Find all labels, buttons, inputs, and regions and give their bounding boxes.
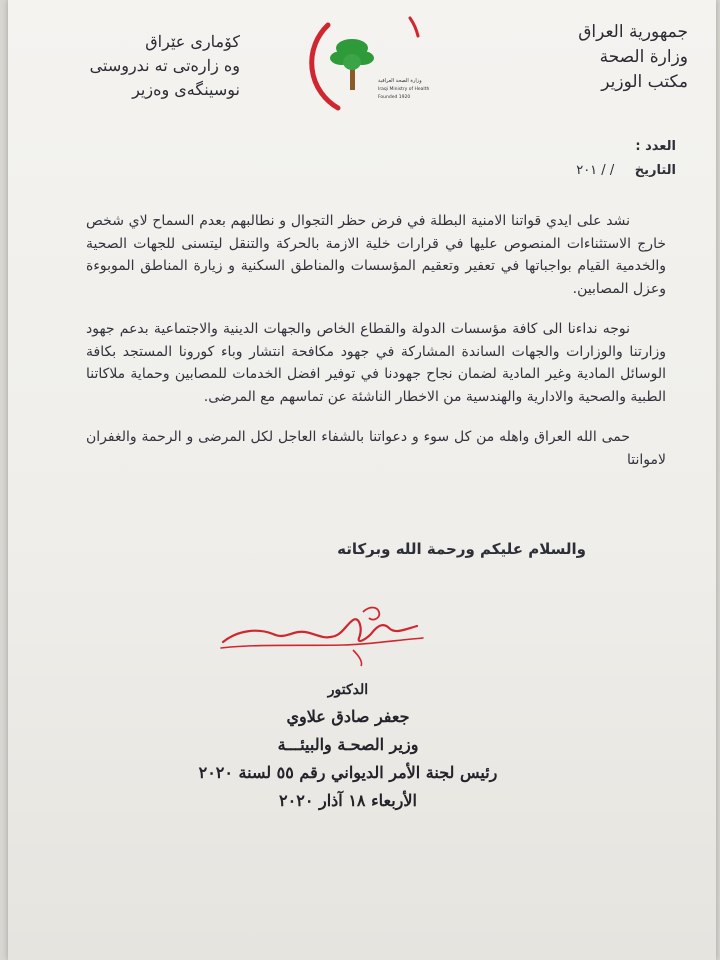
letter-body (86, 210, 666, 489)
ministry-logo (298, 10, 448, 115)
paragraph-appeal: نوجه نداءنا الى كافة مؤسسات الدولة والقطاع الخاص والجهات الدينية والاجتماعية بدعم جهود وزارتنا والوزارات والجهات الساندة المشاركة في جهود مكافحة انتشار وباء كورونا المستجد بكافة الوسائل المادية وغير المادية لضمان نجاح جهودنا في توفير افضل الخدمات للمصابين وحماية ملاكاتنا الطبية والصحية والادارية والهندسية من الاخطار الناشئة عن تماسهم مع المرضى. (86, 321, 666, 405)
kurdish-line-ministry: وه زارەتی تە ندروستی (89, 56, 240, 75)
handwritten-signature (213, 600, 433, 670)
signatory-name: جعفر صادق علاوي (286, 707, 410, 726)
signatory-title: الدكتور (327, 682, 369, 698)
signature-icon (213, 600, 433, 670)
reference-fields (376, 135, 676, 183)
closing-greeting: والسلام عليكم ورحمة الله وبركاته (337, 540, 586, 558)
signatory-block (168, 682, 528, 819)
paragraph-curfew: نشد على ايدي قواتنا الامنية البطلة في فرض حظر التجوال و نطالبهم بعدم السماح لاي شخص خارج الاستثناءات المنصوص عليها في قرارات خلية الازمة بالحركة والتنقل ليتسنى للجهات الصحية والخدمية القيام بواجباتها في تعفير وتعقيم المؤسسات والمناطق السكنية و زيارة المناطق الموبوءة وعزل المصابين. (86, 213, 666, 297)
kurdish-line-office: نوسینگەی وەزیر (132, 80, 240, 99)
palm-tree-emblem-icon (298, 10, 448, 115)
date-label: التاريخ (634, 163, 676, 178)
kurdish-line-country: كۆماری عێراق (145, 32, 240, 51)
letterhead-line-office: مكتب الوزير (601, 72, 688, 92)
letter-date: الأربعاء ١٨ آذار ٢٠٢٠ (279, 791, 417, 810)
logo-text-ar: وزارة الصحة العراقية (378, 78, 422, 84)
number-label: العدد : (635, 139, 676, 154)
paragraph-prayer: حمى الله العراق واهله من كل سوء و دعواتنا بالشفاء العاجل لكل المرضى و الرحمة والغفران لاموانتا (86, 429, 666, 468)
logo-founded: Founded 1920 (378, 95, 411, 100)
letter-page (8, 0, 716, 960)
kurdish-letterhead (30, 30, 240, 102)
letterhead-line-country: جمهورية العراق (578, 22, 688, 42)
signatory-role: رئيس لجنة الأمر الديواني رقم ٥٥ لسنة ٢٠٢٠ (198, 763, 498, 782)
date-row (376, 159, 676, 183)
logo-text-en: Iraqi Ministry of Health (378, 87, 430, 92)
date-blank: / / ٢٠١ (576, 163, 615, 178)
arabic-letterhead (518, 20, 688, 95)
signatory-position: وزير الصحـة والبيئـــة (277, 735, 419, 754)
letterhead-line-ministry: وزارة الصحة (599, 47, 688, 67)
